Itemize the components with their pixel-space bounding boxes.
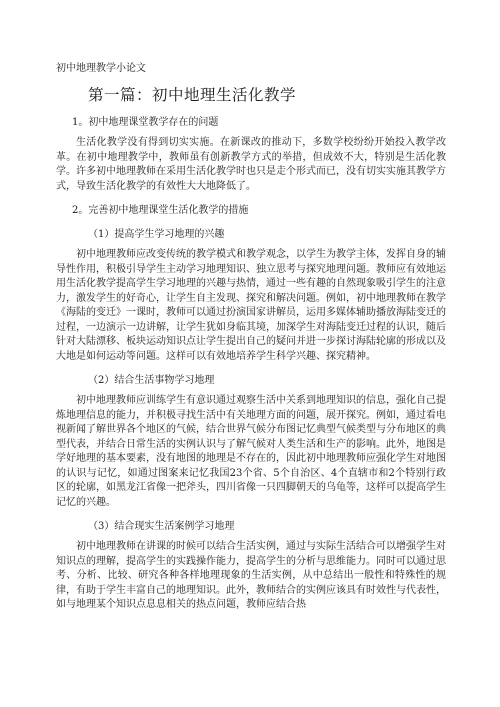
subsection-life-things: [56, 374, 446, 510]
document-top-note: 初中地理教学小论文: [56, 63, 146, 74]
document-page: [56, 62, 446, 617]
paragraph: 生活化教学没有得到切实实施。在新课改的推动下，多数学校纷纷开始投入教学改革。在初中地理教学中，教师虽有创新教学方式的举措，但成效不大，特别是生活化教学。许多初中地理教师在采用生活化教学时也只是走个形式而已，没有切实实施其教学方式，导致生活化教学的有效性大大地降低了。: [56, 137, 446, 192]
subsection-real-cases: [56, 520, 446, 613]
section-measures: [56, 204, 446, 613]
paragraph: 初中地理教师应训练学生有意识通过观察生活中关系到地理知识的信息，强化自己提炼地理信息的能力，并积极寻找生活中有关地理方面的问题，展开探究。例如，通过看电视新闻了解世界各个地区的气候，结合世界气候分布图记忆典型气候类型与分布地区的典型代表，并结合日常生活的实例认识与了解气候对人类生活和生产的影响。此外，地图是学好地理的基本要素，没有地图的地理是不存在的，因此初中地理教师应强化学生对地图的认识与记忆，如通过图案来记忆我国23个省、5个自治区、4个直辖市和2个特别行政区的轮廓，如黑龙江省像一把斧头，四川省像一只四脚朝天的乌龟等，这样可以提高学生记忆的兴趣。: [56, 395, 446, 508]
paragraph: 初中地理教师应改变传统的教学模式和教学观念，以学生为教学主体，发挥自身的辅导性作用，积极引导学生主动学习地理知识、独立思考与探究地理问题。教师应有效地运用生活化教学提高学生学习地理的兴趣与热情，通过一些有趣的自然现象吸引学生的注意力，激发学生的好奇心，让学生自主发现、探究和解决问题。例如，初中地理教师在教学《海陆的变迁》一课时，教师可以通过扮演国家讲解员，运用多媒体辅助播放海陆变迁的过程，一边演示一边讲解，让学生犹如身临其境，加深学生对海陆变迁过程的认识，随后针对大陆漂移、板块运动知识点让学生提出自己的疑问并进一步探讨海陆轮廓的形成以及大地是如何运动等问题。这样可以有效地培养学生科学兴趣、探究精神。: [56, 249, 446, 362]
document-title: 第一篇：初中地理生活化教学: [88, 86, 297, 104]
paragraph: 初中地理教师在讲课的时候可以结合生活实例，通过与实际生活结合可以增强学生对知识点的理解，提高学生的实践操作能力，提高学生的分析与思维能力。同时可以通过思考、分析、比较、研究各种各样地理现象的生活实例，从中总结出一般性和特殊性的规律，有助于学生丰富自己的地理知识。此外，教师结合的实例应该具有时效性与代表性，如与地理某个知识点息息相关的热点问题，教师应结合热: [56, 541, 446, 610]
section-problems: [56, 116, 446, 194]
subsection-heading: （3）结合现实生活案例学习地理: [88, 521, 235, 532]
section-heading: 2。完善初中地理课堂生活化教学的措施: [72, 205, 249, 216]
subsection-heading: （2）结合生活事物学习地理: [88, 375, 215, 386]
subsection-heading: （1）提高学生学习地理的兴趣: [88, 229, 225, 240]
section-heading: 1。初中地理课堂教学存在的问题: [72, 117, 219, 128]
subsection-interest: [56, 228, 446, 364]
